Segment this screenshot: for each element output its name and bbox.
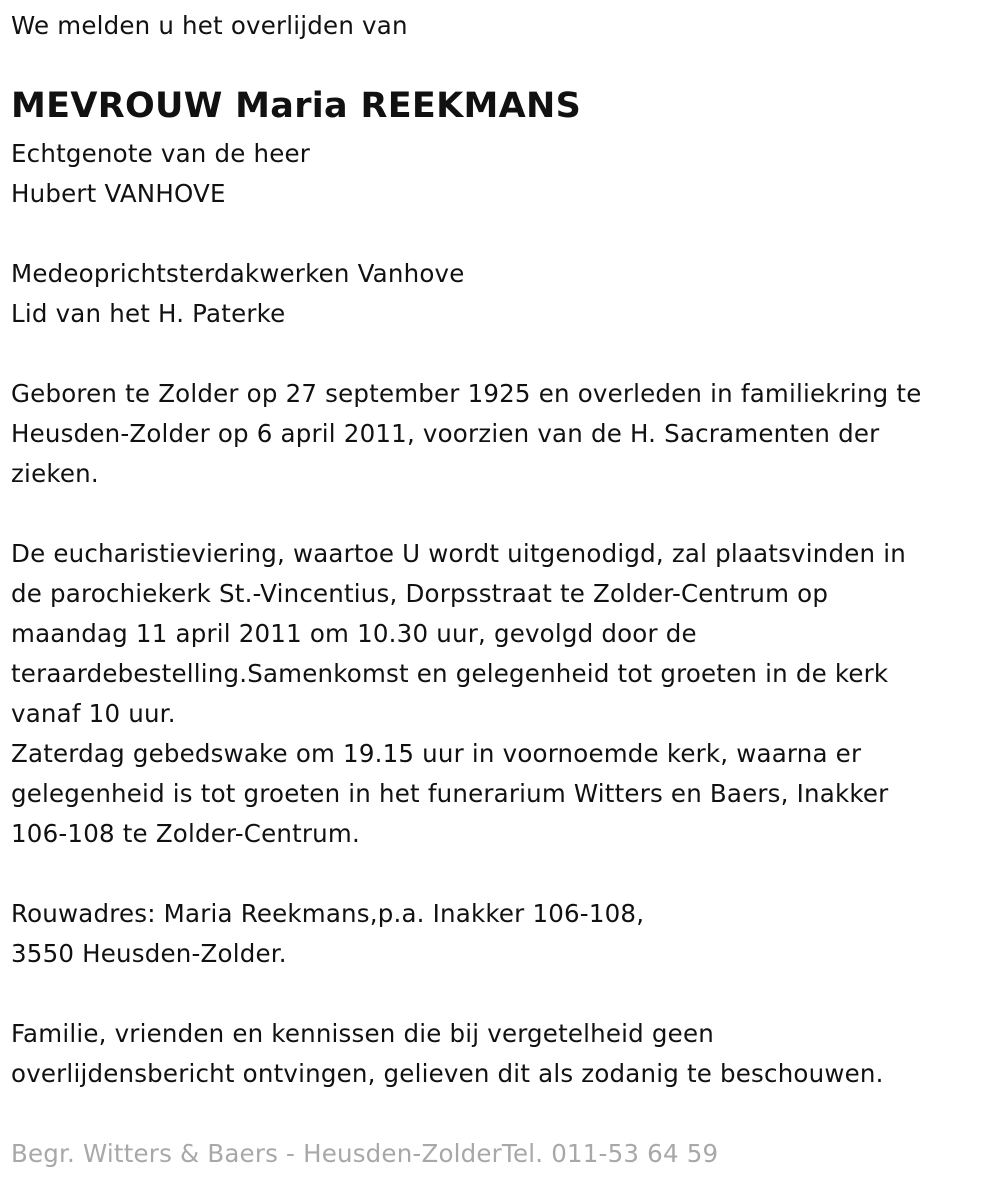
paragraph-line: Zaterdag gebedswake om 19.15 uur in voornoemde kerk, waarna er bbox=[11, 739, 862, 768]
ceremony-paragraph bbox=[11, 534, 906, 854]
paragraph-line: De eucharistieviering, waartoe U wordt uitgenodigd, zal plaatsvinden in bbox=[11, 539, 906, 568]
birth-death-paragraph bbox=[11, 374, 922, 494]
role-line: Medeoprichtsterdakwerken Vanhove bbox=[11, 259, 465, 288]
spouse-line: Hubert VANHOVE bbox=[11, 179, 226, 208]
paragraph-line: Familie, vrienden en kennissen die bij vergetelheid geen bbox=[11, 1019, 714, 1048]
paragraph-line: vanaf 10 uur. bbox=[11, 699, 176, 728]
paragraph-line: 106-108 te Zolder-Centrum. bbox=[11, 819, 360, 848]
spouse-block bbox=[11, 134, 310, 214]
deceased-name: MEVROUW Maria REEKMANS bbox=[11, 86, 582, 126]
paragraph-line: teraardebestelling.Samenkomst en gelegenheid tot groeten in de kerk bbox=[11, 659, 889, 688]
address-line: 3550 Heusden-Zolder. bbox=[11, 939, 287, 968]
intro-text: We melden u het overlijden van bbox=[11, 11, 408, 40]
paragraph-line: de parochiekerk St.-Vincentius, Dorpsstraat te Zolder-Centrum op bbox=[11, 579, 829, 608]
paragraph-line: Heusden-Zolder op 6 april 2011, voorzien van de H. Sacramenten der bbox=[11, 419, 880, 448]
roles-block bbox=[11, 254, 464, 334]
paragraph-line: zieken. bbox=[11, 459, 99, 488]
role-line: Lid van het H. Paterke bbox=[11, 299, 286, 328]
paragraph-line: maandag 11 april 2011 om 10.30 uur, gevolgd door de bbox=[11, 619, 697, 648]
spouse-line: Echtgenote van de heer bbox=[11, 139, 311, 168]
family-note bbox=[11, 1014, 884, 1094]
funeral-home-footer: Begr. Witters & Baers - Heusden-ZolderTel. 011-53 64 59 bbox=[11, 1139, 719, 1168]
address-line: Rouwadres: Maria Reekmans,p.a. Inakker 106-108, bbox=[11, 899, 645, 928]
paragraph-line: overlijdensbericht ontvingen, gelieven dit als zodanig te beschouwen. bbox=[11, 1059, 884, 1088]
mourning-address bbox=[11, 894, 644, 974]
paragraph-line: gelegenheid is tot groeten in het funerarium Witters en Baers, Inakker bbox=[11, 779, 889, 808]
paragraph-line: Geboren te Zolder op 27 september 1925 en overleden in familiekring te bbox=[11, 379, 922, 408]
